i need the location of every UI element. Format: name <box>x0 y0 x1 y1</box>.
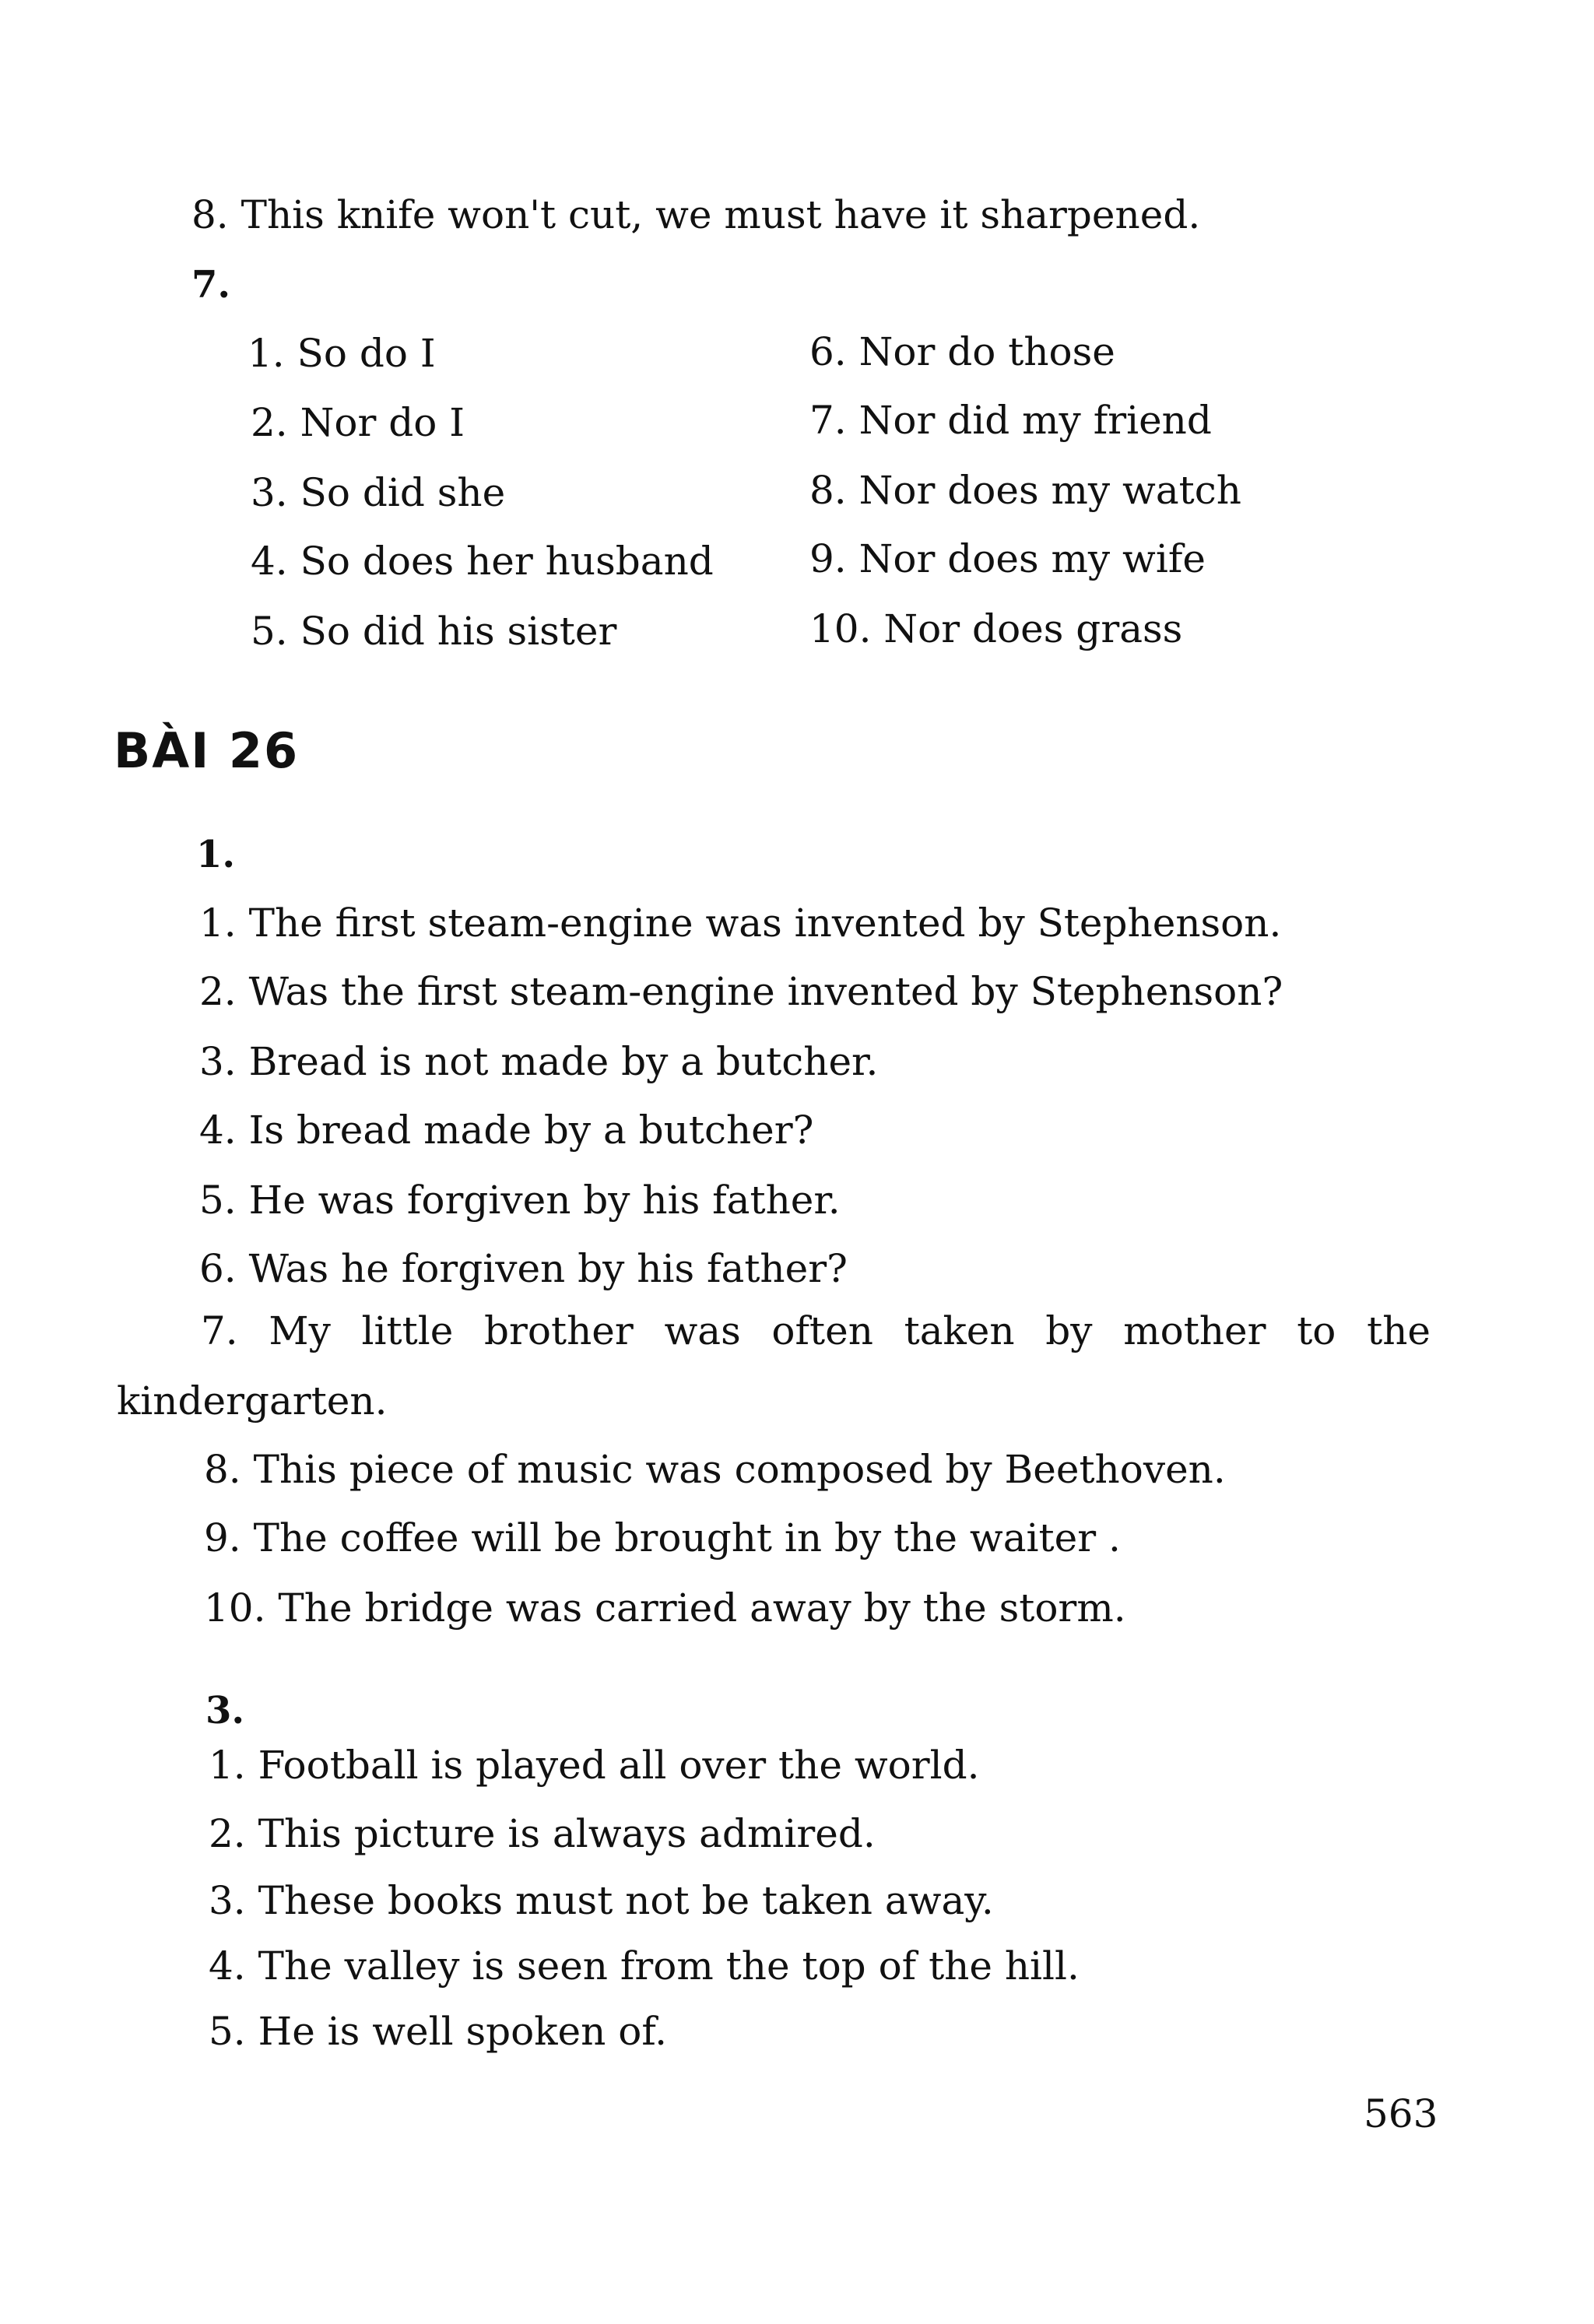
list-item: 5. He is well spoken of. <box>209 2009 667 2054</box>
lesson-title: BÀI 26 <box>114 722 300 779</box>
list-item: 6. Was he forgiven by his father? <box>199 1246 848 1291</box>
list-item: 3. So did she <box>251 470 506 515</box>
list-item: 5. So did his sister <box>251 609 617 654</box>
list-item: 8. Nor does my watch <box>809 468 1241 513</box>
list-item: 2. Nor do I <box>251 400 465 445</box>
previous-answer-line: 8. This knife won't cut, we must have it sharpened. <box>191 192 1201 237</box>
list-item: 7. My little brother was often taken by mother to the <box>201 1308 1431 1353</box>
list-item: 4. The valley is seen from the top of the hill. <box>209 1943 1080 1989</box>
list-item: 1. Football is played all over the world. <box>209 1743 980 1788</box>
list-item: 9. Nor does my wife <box>809 536 1206 581</box>
list-item: 2. This picture is always admired. <box>209 1811 876 1856</box>
list-item: 6. Nor do those <box>809 329 1115 374</box>
list-item: 8. This piece of music was composed by Beethoven. <box>204 1447 1226 1492</box>
list-item: 2. Was the first steam-engine invented by Stephenson? <box>199 969 1283 1014</box>
list-item: 4. Is bread made by a butcher? <box>199 1108 814 1153</box>
list-item: 5. He was forgiven by his father. <box>199 1178 841 1223</box>
list-item: 3. Bread is not made by a butcher. <box>199 1039 879 1084</box>
list-item: 1. So do I <box>248 331 436 376</box>
section-7-heading: 7. <box>191 263 231 307</box>
list-item: 7. Nor did my friend <box>809 398 1212 443</box>
list-item: 1. The first steam-engine was invented by Stephenson. <box>199 900 1282 946</box>
page-number: 563 <box>1364 2091 1438 2136</box>
list-item: 10. Nor does grass <box>809 606 1183 651</box>
list-item: 4. So does her husband <box>251 539 714 584</box>
list-item: 3. These books must not be taken away. <box>209 1878 994 1923</box>
list-item-continuation: kindergarten. <box>117 1378 388 1424</box>
exercise-1-heading: 1. <box>196 833 236 876</box>
list-item: 10. The bridge was carried away by the storm. <box>204 1585 1126 1631</box>
list-item: 9. The coffee will be brought in by the waiter . <box>204 1515 1121 1560</box>
exercise-3-heading: 3. <box>205 1689 245 1732</box>
